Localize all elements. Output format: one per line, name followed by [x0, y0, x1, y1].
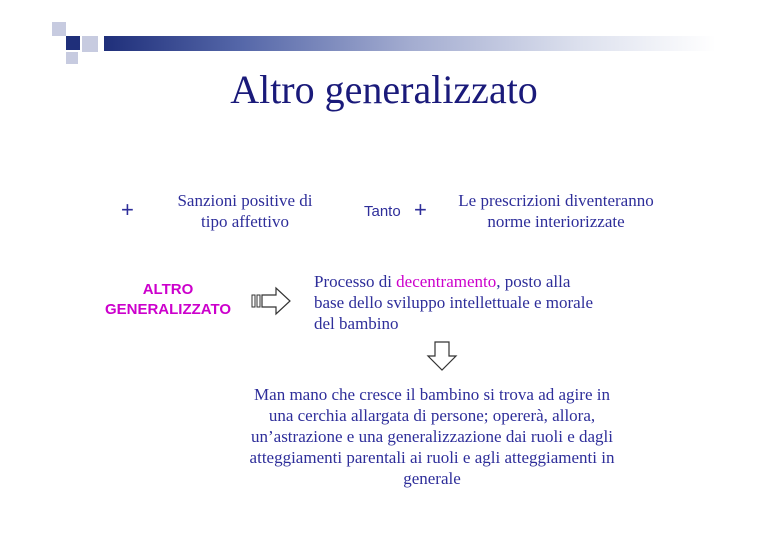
prescrizioni-text: Le prescrizioni diventeranno norme interiorizzate — [458, 191, 654, 231]
arrow-right-icon — [252, 286, 292, 316]
decentramento-highlight: decentramento — [396, 272, 497, 291]
tanto-label: Tanto — [364, 203, 401, 220]
slide-title: Altro generalizzato — [230, 67, 538, 112]
altro-generalizzato-label: ALTRO GENERALIZZATO — [104, 281, 232, 318]
plus-sign-left: + — [121, 197, 134, 222]
conclusion-text: Man mano che cresce il bambino si trova ad agire in una cerchia allargata di persone; opererà, allora, un’astrazione e una generalizzazione dai ruoli e dagli atteggiamenti parentali ai ruoli e agli atteggiamenti in generale — [249, 385, 615, 488]
sanzioni-text: Sanzioni positive di tipo affettivo — [177, 191, 313, 231]
processo-text: Processo di decentramento, posto alla base dello sviluppo intellettuale e morale del bambino — [314, 272, 593, 333]
plus-sign-right: + — [414, 197, 427, 222]
arrow-down-icon — [428, 341, 458, 371]
